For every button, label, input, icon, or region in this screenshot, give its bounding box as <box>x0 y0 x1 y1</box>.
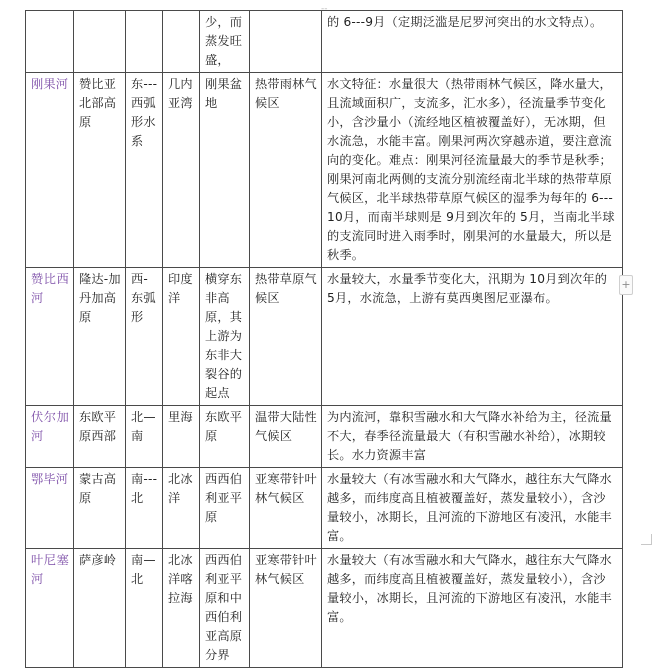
river-name-cell: 叶尼塞河 <box>26 549 74 668</box>
direction-cell: 北—南 <box>126 406 163 468</box>
terrain-cell: 东欧平原 <box>200 406 250 468</box>
river-name-cell: 鄂毕河 <box>26 468 74 549</box>
climate-cell <box>250 11 322 73</box>
table-row <box>26 73 623 268</box>
climate-cell: 热带雨林气候区 <box>250 73 322 268</box>
features-cell: 为内流河，靠积雪融水和大气降水补给为主，径流量不大，春季径流量最大（有积雪融水补给），冰期较长。水力资源丰富 <box>322 406 623 468</box>
source-cell: 赞比亚北部高原 <box>74 73 126 268</box>
features-cell: 水量较大（有冰雪融水和大气降水，越往东大气降水越多，而纬度高且植被覆盖好，蒸发量较小），含沙量较小，冰期长，且河流的下游地区有凌汛，水能丰富。 <box>322 549 623 668</box>
direction-cell <box>126 11 163 73</box>
direction-cell: 南---北 <box>126 468 163 549</box>
river-table <box>25 10 623 668</box>
table-row <box>26 406 623 468</box>
terrain-cell: 西西伯利亚平原和中西伯利亚高原分界 <box>200 549 250 668</box>
climate-cell: 温带大陆性气候区 <box>250 406 322 468</box>
direction-cell: 南—北 <box>126 549 163 668</box>
features-cell: 的 6---9月（定期泛滥是尼罗河突出的水文特点）。 <box>322 11 623 73</box>
climate-cell: 热带草原气候区 <box>250 268 322 406</box>
add-content-handle[interactable]: + <box>619 275 633 295</box>
features-cell: 水文特征：水量很大（热带雨林气候区，降水量大，且流域面积广，支流多，汇水多），径流量季节变化小，含沙量小（流经地区植被覆盖好），无冰期，但水流急，水能丰富。刚果河两次穿越赤道，要注意流向的变化。难点：刚果河径流量最大的季节是秋季；刚果河南北两侧的支流分别流经南北半球的热带草原气候区，北半球热带草原气候区的湿季为每年的 6---10月，而南半球则是 9月到次年的 5月，当南北半球的支流同时进入雨季时，刚果河的水量最大，所以是秋季。 <box>322 73 623 268</box>
features-cell: 水量较大（有冰雪融水和大气降水，越往东大气降水越多，而纬度高且植被覆盖好，蒸发量较小），含沙量较小，冰期长，且河流的下游地区有凌汛，水能丰富。 <box>322 468 623 549</box>
climate-cell: 亚寒带针叶林气候区 <box>250 468 322 549</box>
source-cell: 东欧平原西部 <box>74 406 126 468</box>
river-name-cell <box>26 11 74 73</box>
river-name-cell: 伏尔加河 <box>26 406 74 468</box>
features-cell: 水量较大，水量季节变化大，汛期为 10月到次年的 5月，水流急，上游有莫西奥图尼亚瀑布。 <box>322 268 623 406</box>
source-cell <box>74 11 126 73</box>
river-name-cell: 赞比西河 <box>26 268 74 406</box>
source-cell: 隆达-加丹加高原 <box>74 268 126 406</box>
table-row <box>26 268 623 406</box>
table-row <box>26 11 623 73</box>
source-cell: 蒙古高原 <box>74 468 126 549</box>
source-cell: 萨彦岭 <box>74 549 126 668</box>
direction-cell: 西-东弧形 <box>126 268 163 406</box>
outlet-cell: 几内亚湾 <box>163 73 200 268</box>
outlet-cell: 北冰洋 <box>163 468 200 549</box>
terrain-cell: 刚果盆地 <box>200 73 250 268</box>
direction-cell: 东---西弧形水系 <box>126 73 163 268</box>
outlet-cell: 印度洋 <box>163 268 200 406</box>
page-corner-mark <box>641 534 652 545</box>
terrain-cell: 少，而蒸发旺盛， <box>200 11 250 73</box>
terrain-cell: 西西伯利亚平原 <box>200 468 250 549</box>
climate-cell: 亚寒带针叶林气候区 <box>250 549 322 668</box>
outlet-cell <box>163 11 200 73</box>
table-row <box>26 468 623 549</box>
river-name-cell: 刚果河 <box>26 73 74 268</box>
outlet-cell: 北冰洋喀拉海 <box>163 549 200 668</box>
terrain-cell: 横穿东非高原，其上游为东非大裂谷的起点 <box>200 268 250 406</box>
page-mark: -- <box>321 4 328 14</box>
outlet-cell: 里海 <box>163 406 200 468</box>
table-row <box>26 549 623 668</box>
